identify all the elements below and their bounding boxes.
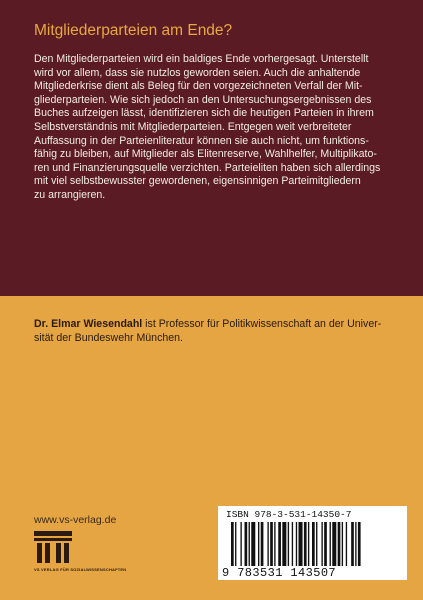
author-name: Dr. Elmar Wiesendahl <box>34 318 143 330</box>
barcode-number: 9 783531 143507 <box>222 566 337 580</box>
author-bio: ist Professor für Politikwissenschaft an der Univer- sität der Bundeswehr München. <box>34 318 382 344</box>
isbn-text: ISBN 978-3-531-14350-7 <box>226 509 352 520</box>
publisher-url: www.vs-verlag.de <box>34 514 117 526</box>
barcode <box>231 522 403 566</box>
author-info <box>34 318 404 345</box>
book-title: Mitgliederparteien am Ende? <box>34 22 233 39</box>
blurb-panel <box>0 0 423 296</box>
publisher-logo-icon <box>34 531 72 565</box>
book-blurb: Den Mitgliederparteien wird ein baldiges Ende vorhergesagt. Unterstellt wird vor allem, dass sie nutzlos geworden seien. Auch die anhaltende Mitgliederkrise dient als Beleg für den vorgezeichneten Verfall der Mit- gliederparteien. Wie sich jedoch an den Untersuchungsergebnissen des Buches aufzeigen lässt, identifizieren sich die heutigen Parteien in ihrem Selbstverständnis mit Mitgliederparteien. Entgegen weit verbreiteter Auffassung in der Parteienliteratur können sie auch nicht, um funktions- fähig zu bleiben, auf Mitglieder als Elitenreserve, Wahlhelfer, Multiplikato- ren und Finanzierungsquelle verzichten. Parteieliten haben sich allerdings mit viel selbstbewusster gewordenen, eigensinnigen Parteimitgliedern zu arrangieren. <box>34 53 381 201</box>
publisher-name: VS VERLAG FÜR SOZIALWISSENSCHAFTEN <box>34 567 127 572</box>
